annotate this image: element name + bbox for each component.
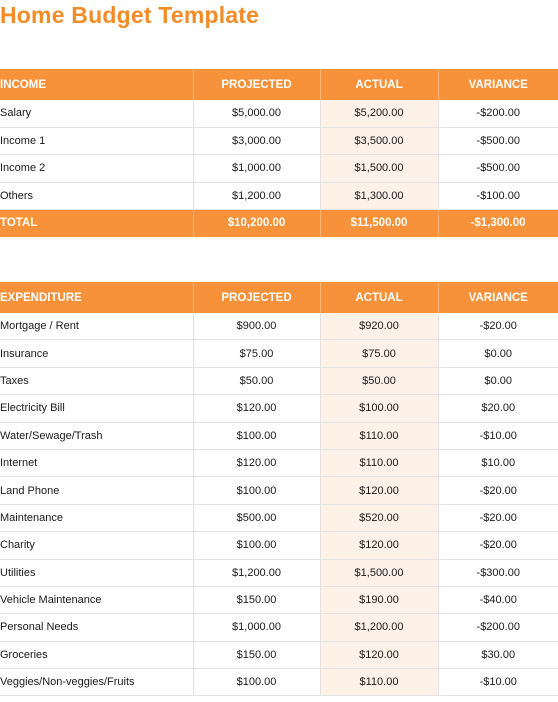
cell-variance[interactable]: -$10.00	[438, 422, 558, 449]
expenditure-table	[0, 282, 558, 696]
cell-projected[interactable]: $1,000.00	[193, 155, 320, 183]
cell-label[interactable]: Mortgage / Rent	[0, 313, 193, 340]
cell-label[interactable]: Personal Needs	[0, 614, 193, 641]
table-row	[0, 367, 558, 394]
cell-actual[interactable]: $3,500.00	[320, 127, 438, 155]
cell-label[interactable]: Insurance	[0, 340, 193, 367]
actual-header: ACTUAL	[320, 69, 438, 100]
table-row	[0, 532, 558, 559]
income-header-row	[0, 69, 558, 100]
projected-header: PROJECTED	[193, 69, 320, 100]
projected-header: PROJECTED	[193, 282, 320, 313]
cell-actual[interactable]: $110.00	[320, 422, 438, 449]
cell-label[interactable]: Electricity Bill	[0, 395, 193, 422]
cell-projected[interactable]: $100.00	[193, 669, 320, 696]
cell-projected[interactable]: $1,200.00	[193, 559, 320, 586]
cell-actual[interactable]: $120.00	[320, 532, 438, 559]
cell-projected[interactable]: $150.00	[193, 586, 320, 613]
cell-projected[interactable]: $75.00	[193, 340, 320, 367]
expenditure-header-row	[0, 282, 558, 313]
cell-projected[interactable]: $120.00	[193, 449, 320, 476]
table-row	[0, 422, 558, 449]
cell-actual[interactable]: $5,200.00	[320, 100, 438, 127]
expenditure-header: EXPENDITURE	[0, 282, 193, 313]
table-row	[0, 669, 558, 696]
actual-header: ACTUAL	[320, 282, 438, 313]
cell-label[interactable]: Groceries	[0, 641, 193, 668]
cell-variance[interactable]: -$20.00	[438, 313, 558, 340]
table-row	[0, 313, 558, 340]
cell-actual[interactable]: $50.00	[320, 367, 438, 394]
table-row	[0, 586, 558, 613]
cell-actual[interactable]: $1,500.00	[320, 155, 438, 183]
cell-actual[interactable]: $100.00	[320, 395, 438, 422]
total-variance[interactable]: -$1,300.00	[438, 210, 558, 237]
cell-variance[interactable]: -$20.00	[438, 504, 558, 531]
cell-variance[interactable]: -$300.00	[438, 559, 558, 586]
cell-actual[interactable]: $110.00	[320, 669, 438, 696]
income-table	[0, 69, 558, 237]
cell-variance[interactable]: $20.00	[438, 395, 558, 422]
total-label[interactable]: TOTAL	[0, 210, 193, 237]
cell-variance[interactable]: -$20.00	[438, 477, 558, 504]
table-row	[0, 504, 558, 531]
cell-projected[interactable]: $100.00	[193, 477, 320, 504]
cell-variance[interactable]: -$500.00	[438, 127, 558, 155]
cell-projected[interactable]: $100.00	[193, 422, 320, 449]
cell-variance[interactable]: -$200.00	[438, 100, 558, 127]
cell-projected[interactable]: $500.00	[193, 504, 320, 531]
cell-label[interactable]: Charity	[0, 532, 193, 559]
total-projected[interactable]: $10,200.00	[193, 210, 320, 237]
cell-actual[interactable]: $1,500.00	[320, 559, 438, 586]
page-title: Home Budget Template	[0, 2, 260, 28]
total-row	[0, 210, 558, 237]
cell-projected[interactable]: $900.00	[193, 313, 320, 340]
cell-projected[interactable]: $1,000.00	[193, 614, 320, 641]
cell-projected[interactable]: $5,000.00	[193, 100, 320, 127]
cell-label[interactable]: Salary	[0, 100, 193, 127]
cell-projected[interactable]: $150.00	[193, 641, 320, 668]
table-row	[0, 127, 558, 155]
table-row	[0, 100, 558, 127]
cell-variance[interactable]: $10.00	[438, 449, 558, 476]
cell-variance[interactable]: -$500.00	[438, 155, 558, 183]
cell-actual[interactable]: $190.00	[320, 586, 438, 613]
table-row	[0, 182, 558, 210]
cell-variance[interactable]: $0.00	[438, 340, 558, 367]
cell-label[interactable]: Internet	[0, 449, 193, 476]
cell-label[interactable]: Income 2	[0, 155, 193, 183]
cell-label[interactable]: Vehicle Maintenance	[0, 586, 193, 613]
cell-label[interactable]: Veggies/Non-veggies/Fruits	[0, 669, 193, 696]
cell-label[interactable]: Land Phone	[0, 477, 193, 504]
cell-actual[interactable]: $120.00	[320, 477, 438, 504]
cell-projected[interactable]: $120.00	[193, 395, 320, 422]
cell-projected[interactable]: $1,200.00	[193, 182, 320, 210]
cell-projected[interactable]: $50.00	[193, 367, 320, 394]
cell-projected[interactable]: $100.00	[193, 532, 320, 559]
cell-actual[interactable]: $520.00	[320, 504, 438, 531]
table-row	[0, 155, 558, 183]
cell-variance[interactable]: -$200.00	[438, 614, 558, 641]
cell-variance[interactable]: -$10.00	[438, 669, 558, 696]
income-header: INCOME	[0, 69, 193, 100]
cell-label[interactable]: Utilities	[0, 559, 193, 586]
cell-actual[interactable]: $75.00	[320, 340, 438, 367]
cell-actual[interactable]: $1,300.00	[320, 182, 438, 210]
table-row	[0, 559, 558, 586]
variance-header: VARIANCE	[438, 282, 558, 313]
cell-projected[interactable]: $3,000.00	[193, 127, 320, 155]
cell-actual[interactable]: $1,200.00	[320, 614, 438, 641]
cell-label[interactable]: Taxes	[0, 367, 193, 394]
cell-label[interactable]: Income 1	[0, 127, 193, 155]
table-row	[0, 641, 558, 668]
total-actual[interactable]: $11,500.00	[320, 210, 438, 237]
cell-label[interactable]: Maintenance	[0, 504, 193, 531]
variance-header: VARIANCE	[438, 69, 558, 100]
table-row	[0, 477, 558, 504]
cell-variance[interactable]: $0.00	[438, 367, 558, 394]
cell-label[interactable]: Others	[0, 182, 193, 210]
cell-variance[interactable]: -$40.00	[438, 586, 558, 613]
cell-variance[interactable]: -$20.00	[438, 532, 558, 559]
cell-variance[interactable]: $30.00	[438, 641, 558, 668]
table-row	[0, 614, 558, 641]
cell-actual[interactable]: $920.00	[320, 313, 438, 340]
cell-variance[interactable]: -$100.00	[438, 182, 558, 210]
cell-actual[interactable]: $110.00	[320, 449, 438, 476]
table-row	[0, 449, 558, 476]
cell-actual[interactable]: $120.00	[320, 641, 438, 668]
table-row	[0, 340, 558, 367]
table-row	[0, 395, 558, 422]
cell-label[interactable]: Water/Sewage/Trash	[0, 422, 193, 449]
